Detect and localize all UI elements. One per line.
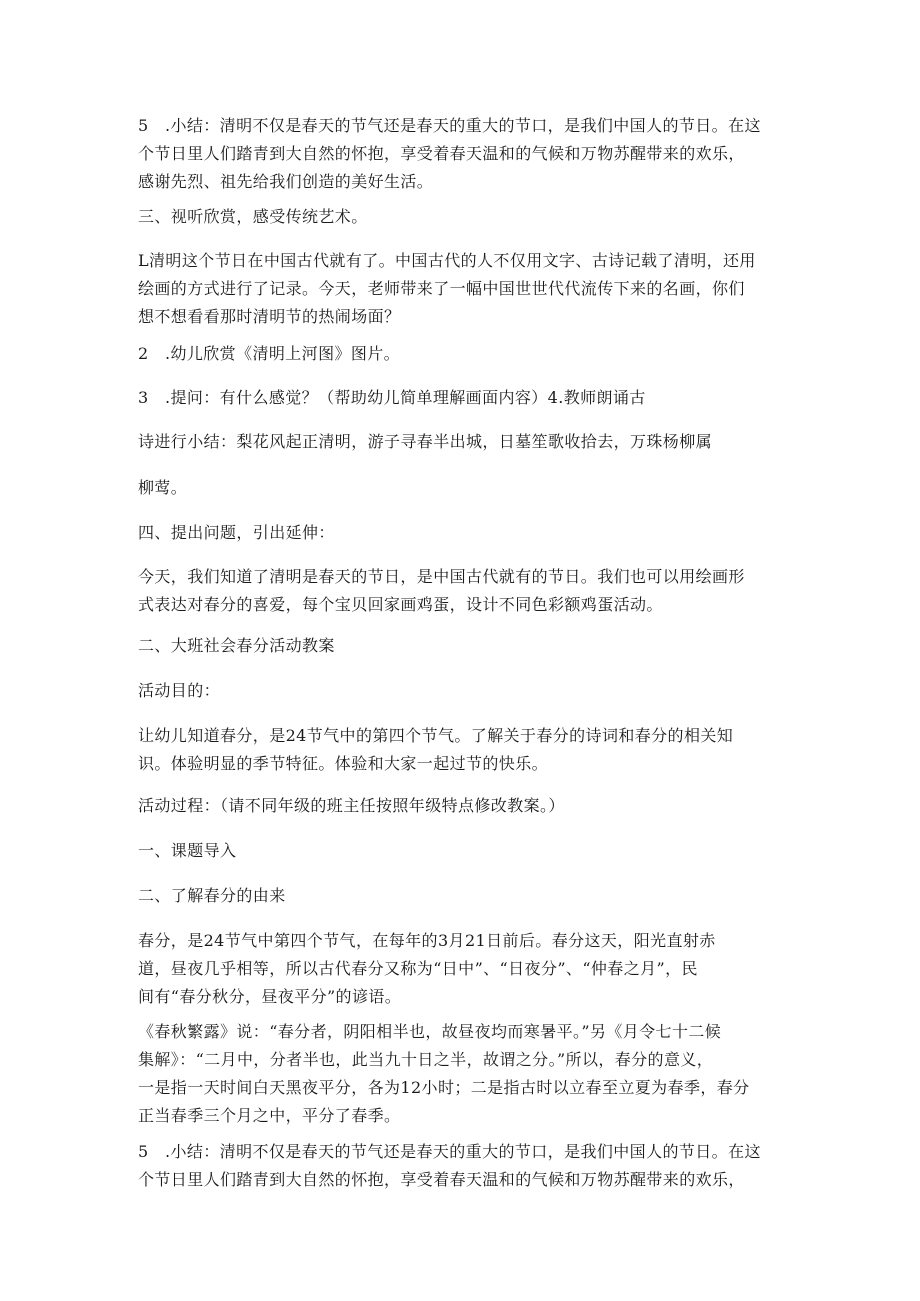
text-line: 个节日里人们踏青到大自然的怀抱，享受着春天温和的气候和万物苏醒带来的欢乐，	[138, 144, 745, 163]
text-line: 5 .小结：清明不仅是春天的节气还是春天的重大的节口，是我们中国人的节日。在这	[138, 1142, 761, 1161]
section-heading-2	[138, 882, 798, 910]
text-line: 今天，我们知道了清明是春天的节日，是中国古代就有的节日。我们也可以用绘画形	[138, 567, 745, 586]
text-line: 想不想看看那时清明节的热闹场面？	[138, 307, 401, 326]
activity-process-label	[138, 792, 798, 820]
text-line: L清明这个节日在中国古代就有了。中国古代的人不仅用文字、古诗记载了清明，还用	[138, 251, 756, 270]
text-line: 四、提出问题，引出延伸：	[138, 523, 335, 542]
activity-goal-label	[138, 677, 798, 705]
text-line: 绘画的方式进行了记录。今天，老师带来了一幅中国世世代代流传下来的名画，你们	[138, 279, 745, 298]
text-line: 5 .小结：清明不仅是春天的节气还是春天的重大的节口，是我们中国人的节日。在这	[138, 116, 761, 135]
body-paragraph	[138, 247, 798, 331]
body-paragraph	[138, 927, 798, 1011]
body-paragraph	[138, 563, 798, 619]
text-line: 《春秋繁露》说：“春分者，阴阳相半也，故昼夜均而寒暑平。”另《月令七十二候	[138, 1022, 722, 1041]
section-heading-3	[138, 203, 798, 231]
text-line: 春分，是24节气中第四个节气，在每年的3月21日前后。春分这天，阳光直射赤	[138, 931, 716, 950]
text-line: 二、了解春分的由来	[138, 886, 286, 905]
text-line: 一、课题导入	[138, 841, 237, 860]
poem-end	[138, 474, 798, 502]
summary-paragraph	[138, 1138, 798, 1194]
text-line: 间有“春分秋分，昼夜平分”的谚语。	[138, 987, 402, 1006]
text-line: 道，昼夜几乎相等，所以古代春分又称为“日中”、“日夜分”、“仲春之月”，民	[138, 959, 698, 978]
text-line: 3 .提问：有什么感觉？（帮助幼儿简单理解画面内容）4.教师朗诵古	[138, 388, 646, 407]
numbered-item-2	[138, 340, 798, 368]
text-line: 活动目的：	[138, 681, 221, 700]
text-line: 集解》：“二月中，分者半也，此当九十日之半，故谓之分。”所以，春分的意义，	[138, 1050, 714, 1069]
text-line: 一是指一天时间白天黑夜平分，各为12小时；二是指古时以立春至立夏为春季，春分	[138, 1078, 750, 1097]
body-paragraph	[138, 722, 798, 778]
text-line: 让幼儿知道春分，是24节气中的第四个节气。了解关于春分的诗词和春分的相关知	[138, 726, 734, 745]
text-line: 式表达对春分的喜爱，每个宝贝回家画鸡蛋，设计不同色彩额鸡蛋活动。	[138, 595, 663, 614]
text-line: 活动过程：（请不同年级的班主任按照年级特点修改教案。）	[138, 796, 565, 815]
section-heading-1	[138, 837, 798, 865]
text-line: 诗进行小结：梨花风起正清明，游子寻春半出城，日墓笙歌收拾去，万珠杨柳属	[138, 432, 713, 451]
text-line: 感谢先烈、祖先给我们创造的美好生活。	[138, 172, 434, 191]
numbered-item-3	[138, 384, 798, 412]
text-line: 二、大班社会春分活动教案	[138, 636, 335, 655]
body-paragraph	[138, 1018, 798, 1130]
text-line: 2 .幼儿欣赏《清明上河图》图片。	[138, 344, 401, 363]
section-heading-4	[138, 519, 798, 547]
text-line: 三、视听欣赏，感受传统艺术。	[138, 207, 368, 226]
text-line: 个节日里人们踏青到大自然的怀抱，享受着春天温和的气候和万物苏醒带来的欢乐，	[138, 1170, 745, 1189]
text-line: 正当春季三个月之中，平分了春季。	[138, 1106, 401, 1125]
text-line: 柳莺。	[138, 478, 188, 497]
text-line: 识。体验明显的季节特征。体验和大家一起过节的快乐。	[138, 754, 549, 773]
section-heading-lesson-plan	[138, 632, 798, 660]
poem-line	[138, 428, 798, 456]
summary-paragraph	[138, 112, 798, 196]
